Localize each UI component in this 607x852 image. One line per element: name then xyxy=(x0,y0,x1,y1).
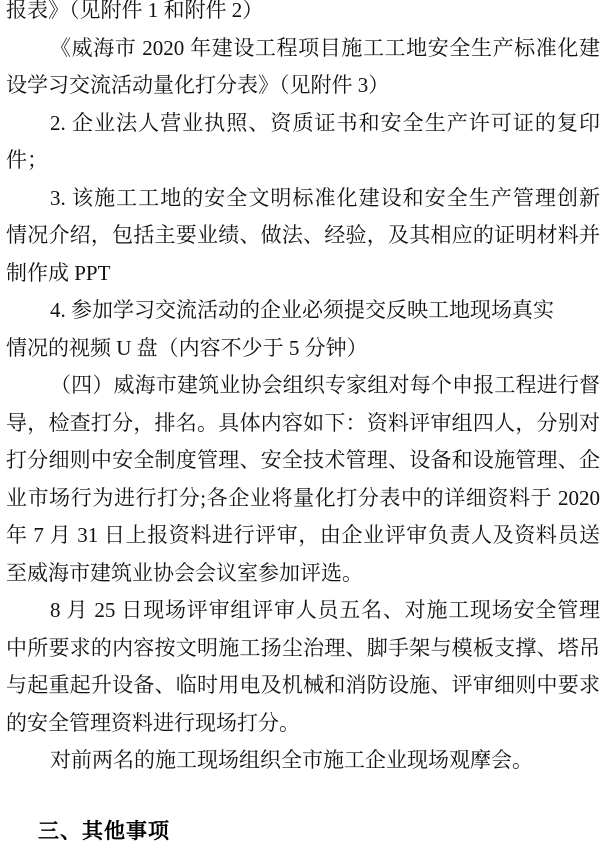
text-line: 情况介绍，包括主要业绩、做法、经验，及其相应的证明材料并 xyxy=(6,223,600,247)
text-line: 业市场行为进行打分;各企业将量化打分表中的详细资料于 2020 xyxy=(6,485,600,510)
text-line: 件； xyxy=(6,148,48,172)
text-line: 与起重起升设备、临时用电及机械和消防设施、评审细则中要求 xyxy=(6,673,600,697)
text-line: 打分细则中安全制度管理、安全技术管理、设备和设施管理、企 xyxy=(6,448,600,472)
text-line: 《威海市 2020 年建设工程项目施工工地安全生产标准化建 xyxy=(50,35,600,60)
text-line: 制作成 PPT xyxy=(6,260,111,285)
text-line: 至威海市建筑业协会会议室参加评选。 xyxy=(6,560,363,585)
section-heading: 三、其他事项 xyxy=(38,819,170,843)
text-line: 情况的视频 U 盘（内容不少于 5 分钟） xyxy=(6,335,368,360)
text-line: 年 7 月 31 日上报资料进行评审，由企业评审负责人及资料员送 xyxy=(6,523,600,547)
text-line: （四）威海市建筑业协会组织专家组对每个申报工程进行督 xyxy=(50,373,600,397)
text-line: 导，检查打分，排名。具体内容如下：资料评审组四人，分别对 xyxy=(6,410,600,435)
text-line: 3. 该施工工地的安全文明标准化建设和安全生产管理创新 xyxy=(50,185,600,210)
text-line: 对前两名的施工现场组织全市施工企业现场观摩会。 xyxy=(50,748,533,772)
text-line: 8 月 25 日现场评审组评审人员五名、对施工现场安全管理 xyxy=(50,598,600,622)
text-line: 报表》（见附件 1 和附件 2） xyxy=(6,0,264,22)
text-line: 设学习交流活动量化打分表》（见附件 3） xyxy=(6,73,390,97)
text-line: 中所要求的内容按文明施工扬尘治理、脚手架与模板支撑、塔吊 xyxy=(6,635,600,660)
text-line: 的安全管理资料进行现场打分。 xyxy=(6,710,300,735)
text-line: 2. 企业法人营业执照、资质证书和安全生产许可证的复印 xyxy=(50,110,600,135)
text-line: 4. 参加学习交流活动的企业必须提交反映工地现场真实 xyxy=(50,298,554,322)
